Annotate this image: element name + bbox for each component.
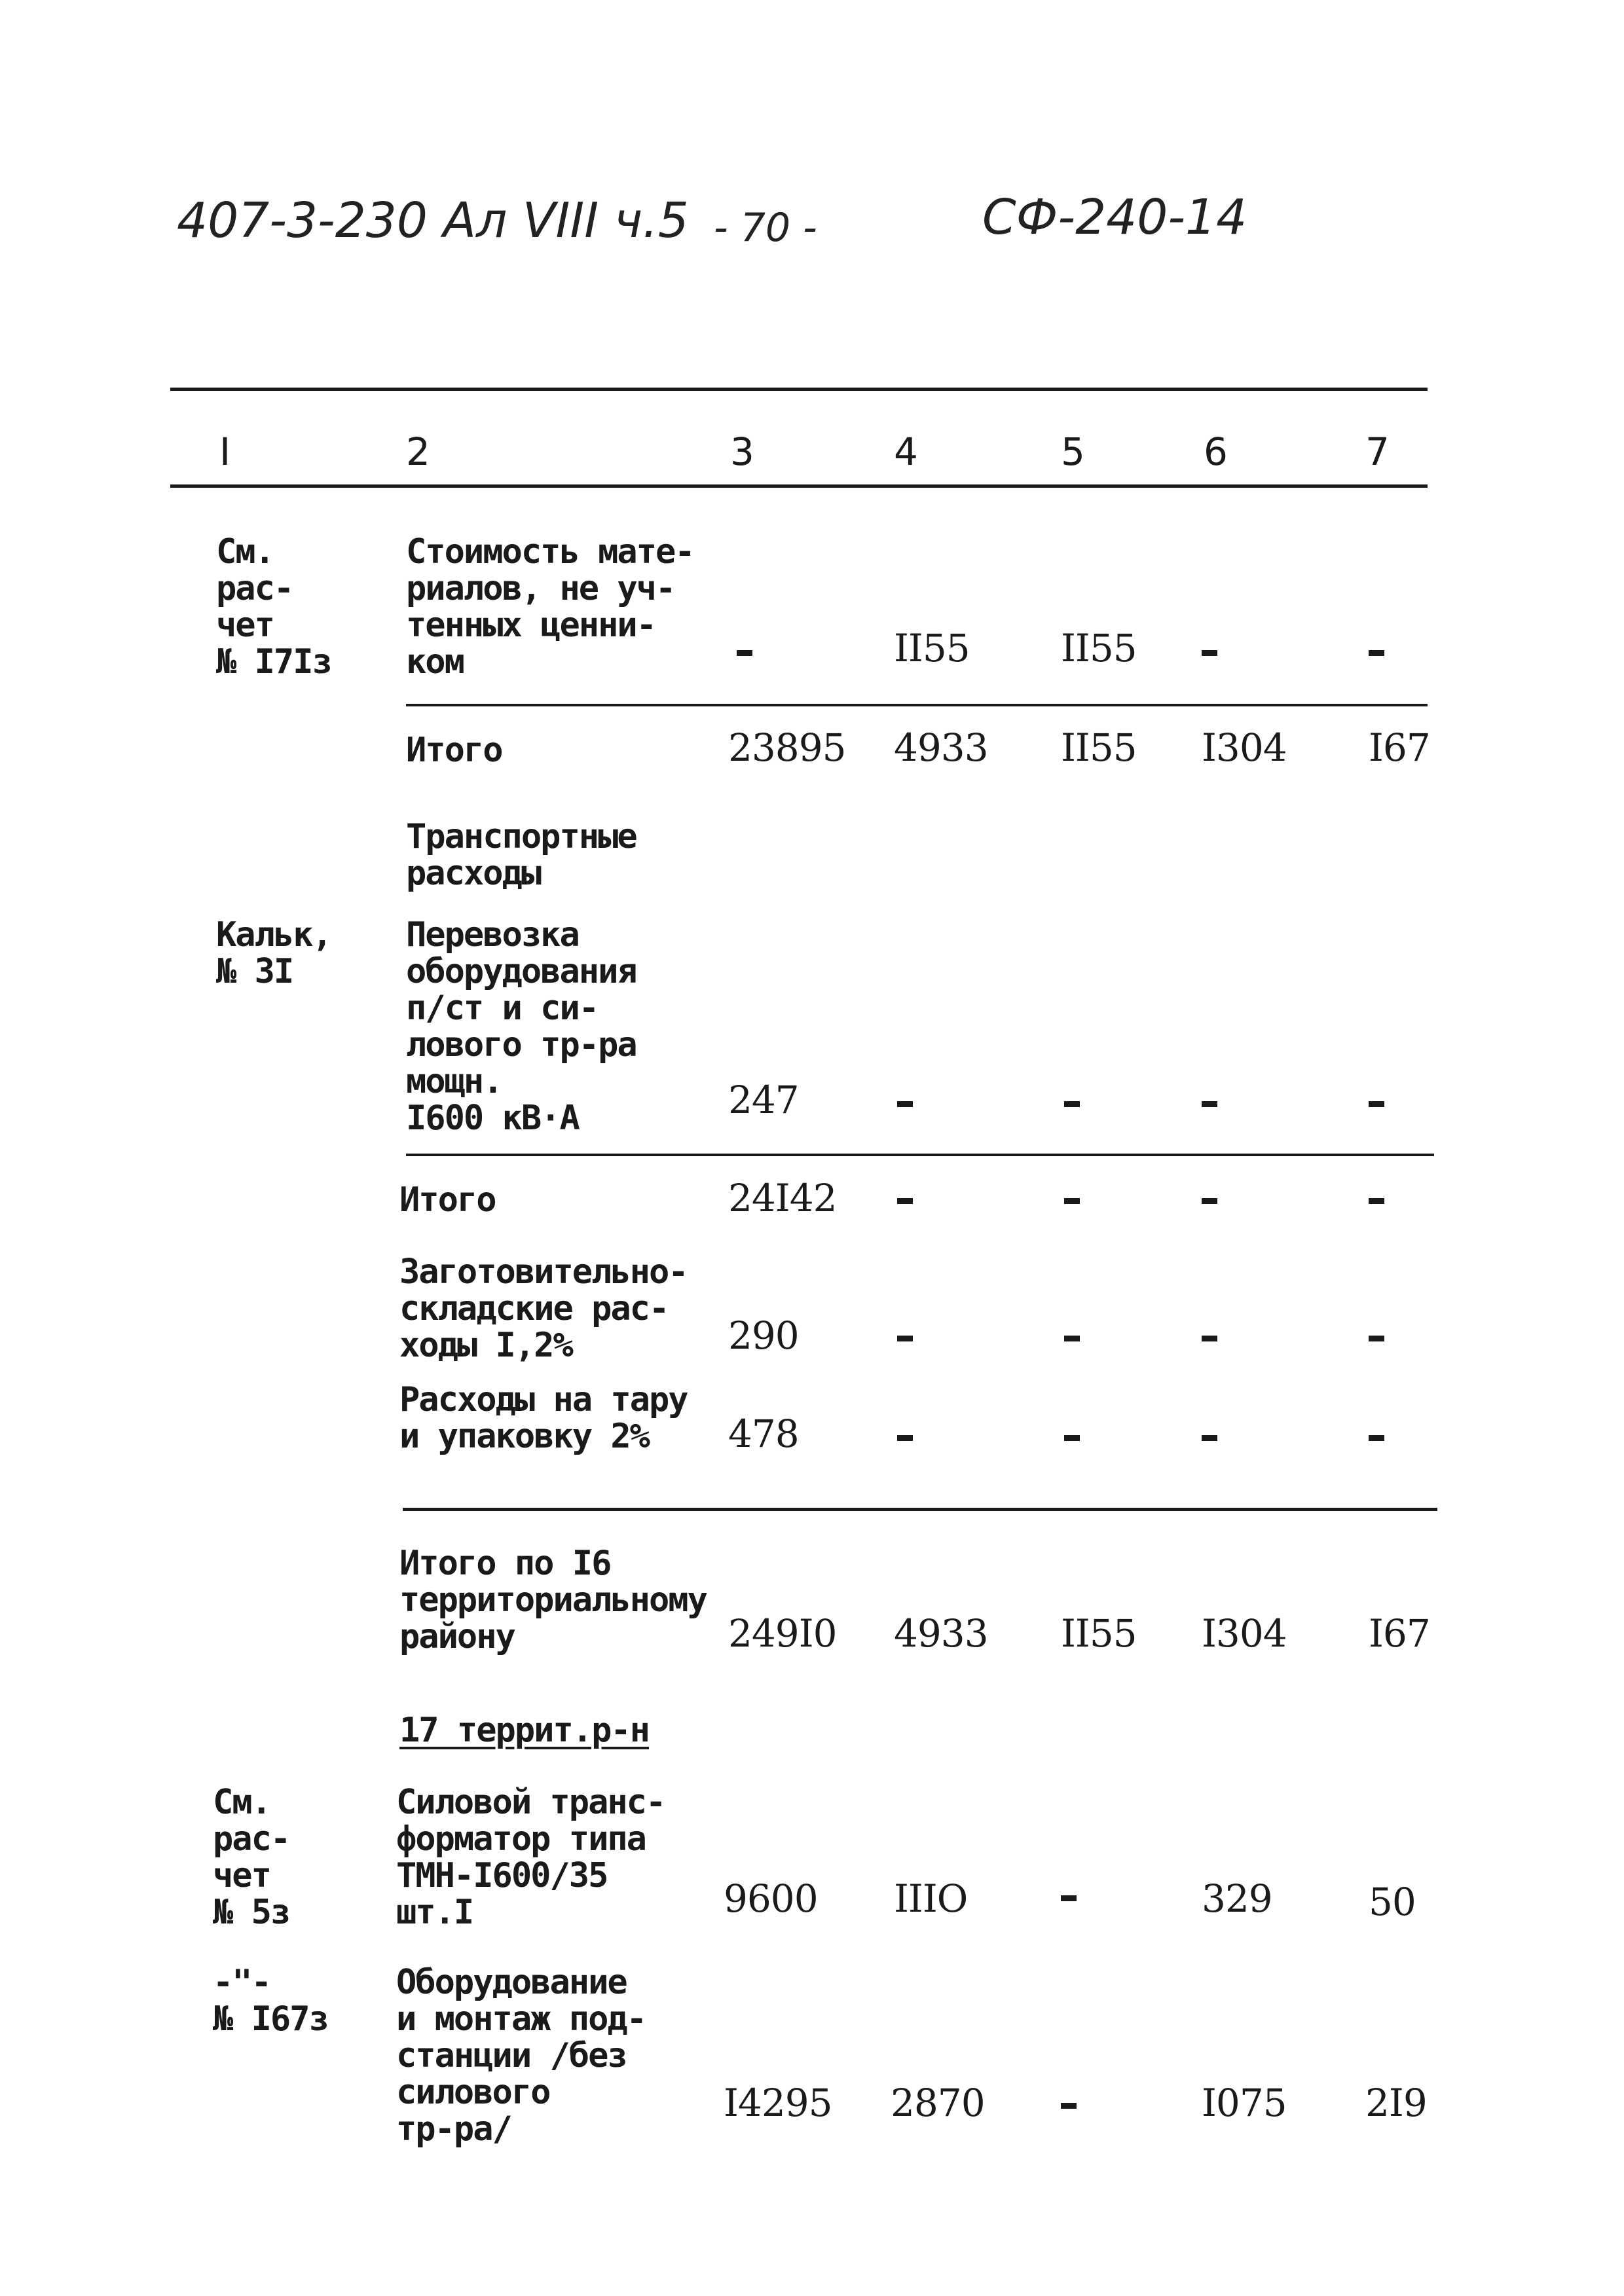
row-name: Итого bbox=[399, 1180, 496, 1220]
row-ref: См. рас- чет № I7Iз bbox=[216, 532, 331, 682]
document-code: 407-3-230 Ал VIII ч.5 bbox=[177, 192, 689, 249]
row-cell-7: I67 bbox=[1369, 725, 1430, 770]
row-cell-7: 2I9 bbox=[1365, 2081, 1427, 2125]
row-cell-6: 329 bbox=[1202, 1876, 1272, 1921]
row-cell-dash bbox=[1369, 1101, 1384, 1107]
row-cell-dash bbox=[897, 1198, 913, 1204]
row-cell-4: 4933 bbox=[894, 725, 988, 770]
column-header-1: I bbox=[219, 429, 231, 474]
row-cell-dash bbox=[1202, 1435, 1217, 1441]
row-cell-3: 23895 bbox=[728, 725, 846, 770]
row-cell-4: 2870 bbox=[891, 2081, 985, 2125]
row-cell-dash bbox=[1369, 650, 1384, 656]
row-cell-dash bbox=[1064, 1101, 1080, 1107]
row-cell-3: 24I42 bbox=[728, 1176, 837, 1220]
row-cell-6: I304 bbox=[1202, 1611, 1287, 1656]
row-cell-dash bbox=[1064, 1198, 1080, 1204]
row-cell-dash bbox=[1202, 1101, 1217, 1107]
row-cell-4: II55 bbox=[894, 626, 970, 670]
row-cell-dash bbox=[1064, 1435, 1080, 1441]
row-cell-7: 50 bbox=[1369, 1880, 1416, 1924]
table-top-rule bbox=[170, 388, 1428, 391]
row-cell-dash bbox=[1202, 1336, 1217, 1341]
row-name: Расходы на тару и упаковку 2% bbox=[399, 1380, 688, 1456]
header-bottom-rule bbox=[170, 484, 1428, 488]
row-separator-rule bbox=[403, 1508, 1437, 1511]
row-cell-dash bbox=[1369, 1435, 1384, 1441]
page-number: - 70 - bbox=[714, 205, 817, 251]
column-header-2: 2 bbox=[406, 429, 430, 474]
row-cell-dash bbox=[1064, 1336, 1080, 1341]
row-name: Стоимость мате- риалов, не уч- тенных ценни- ком bbox=[406, 532, 694, 682]
row-cell-4: IIIO bbox=[894, 1876, 968, 1921]
sheet-code: СФ-240-14 bbox=[982, 189, 1247, 246]
row-name: Оборудование и монтаж под- станции /без силового тр-ра/ bbox=[396, 1963, 646, 2149]
section-heading: 17 террит.р-н bbox=[399, 1711, 649, 1750]
row-cell-dash bbox=[1369, 1198, 1384, 1204]
row-name: Транспортные расходы bbox=[406, 817, 637, 893]
row-cell-dash bbox=[1061, 2103, 1077, 2109]
row-cell-6: I304 bbox=[1202, 725, 1287, 770]
row-cell-5: II55 bbox=[1061, 725, 1137, 770]
row-name: Заготовительно- складские рас- ходы I,2% bbox=[399, 1252, 688, 1365]
row-ref: Кальк, № 3I bbox=[216, 915, 331, 991]
row-cell-dash bbox=[737, 650, 752, 656]
row-cell-5: II55 bbox=[1061, 1611, 1137, 1656]
row-cell-3: 290 bbox=[728, 1313, 799, 1358]
column-header-5: 5 bbox=[1061, 429, 1085, 474]
row-cell-7: I67 bbox=[1369, 1611, 1430, 1656]
row-name: Силовой транс- форматор типа ТМН-I600/35 шт.I bbox=[396, 1783, 665, 1932]
row-ref: См. рас- чет № 5з bbox=[213, 1783, 290, 1932]
column-header-3: 3 bbox=[730, 429, 754, 474]
row-cell-6: I075 bbox=[1202, 2081, 1287, 2125]
row-cell-dash bbox=[1202, 650, 1217, 656]
row-cell-5: II55 bbox=[1061, 626, 1137, 670]
row-cell-dash bbox=[897, 1435, 913, 1441]
column-header-4: 4 bbox=[894, 429, 918, 474]
row-cell-dash bbox=[897, 1101, 913, 1107]
row-separator-rule bbox=[406, 704, 1428, 706]
row-cell-dash bbox=[1202, 1198, 1217, 1204]
row-cell-3: 249I0 bbox=[728, 1611, 837, 1656]
row-ref: -"- № I67з bbox=[213, 1963, 328, 2039]
row-cell-3: 247 bbox=[728, 1078, 799, 1122]
row-cell-dash bbox=[1369, 1336, 1384, 1341]
row-cell-dash bbox=[1061, 1895, 1077, 1901]
row-separator-rule bbox=[406, 1154, 1434, 1156]
row-cell-3: I4295 bbox=[724, 2081, 832, 2125]
row-cell-3: 478 bbox=[728, 1412, 799, 1456]
column-header-7: 7 bbox=[1365, 429, 1390, 474]
row-cell-dash bbox=[897, 1336, 913, 1341]
column-header-6: 6 bbox=[1204, 429, 1228, 474]
row-cell-4: 4933 bbox=[894, 1611, 988, 1656]
row-name: Перевозка оборудования п/ст и си- лового тр-ра мощн. I600 кВ·А bbox=[406, 915, 637, 1138]
row-cell-3: 9600 bbox=[724, 1876, 818, 1921]
row-name: Итого по I6 территориальному району bbox=[399, 1544, 707, 1656]
row-name: Итого bbox=[406, 731, 502, 770]
